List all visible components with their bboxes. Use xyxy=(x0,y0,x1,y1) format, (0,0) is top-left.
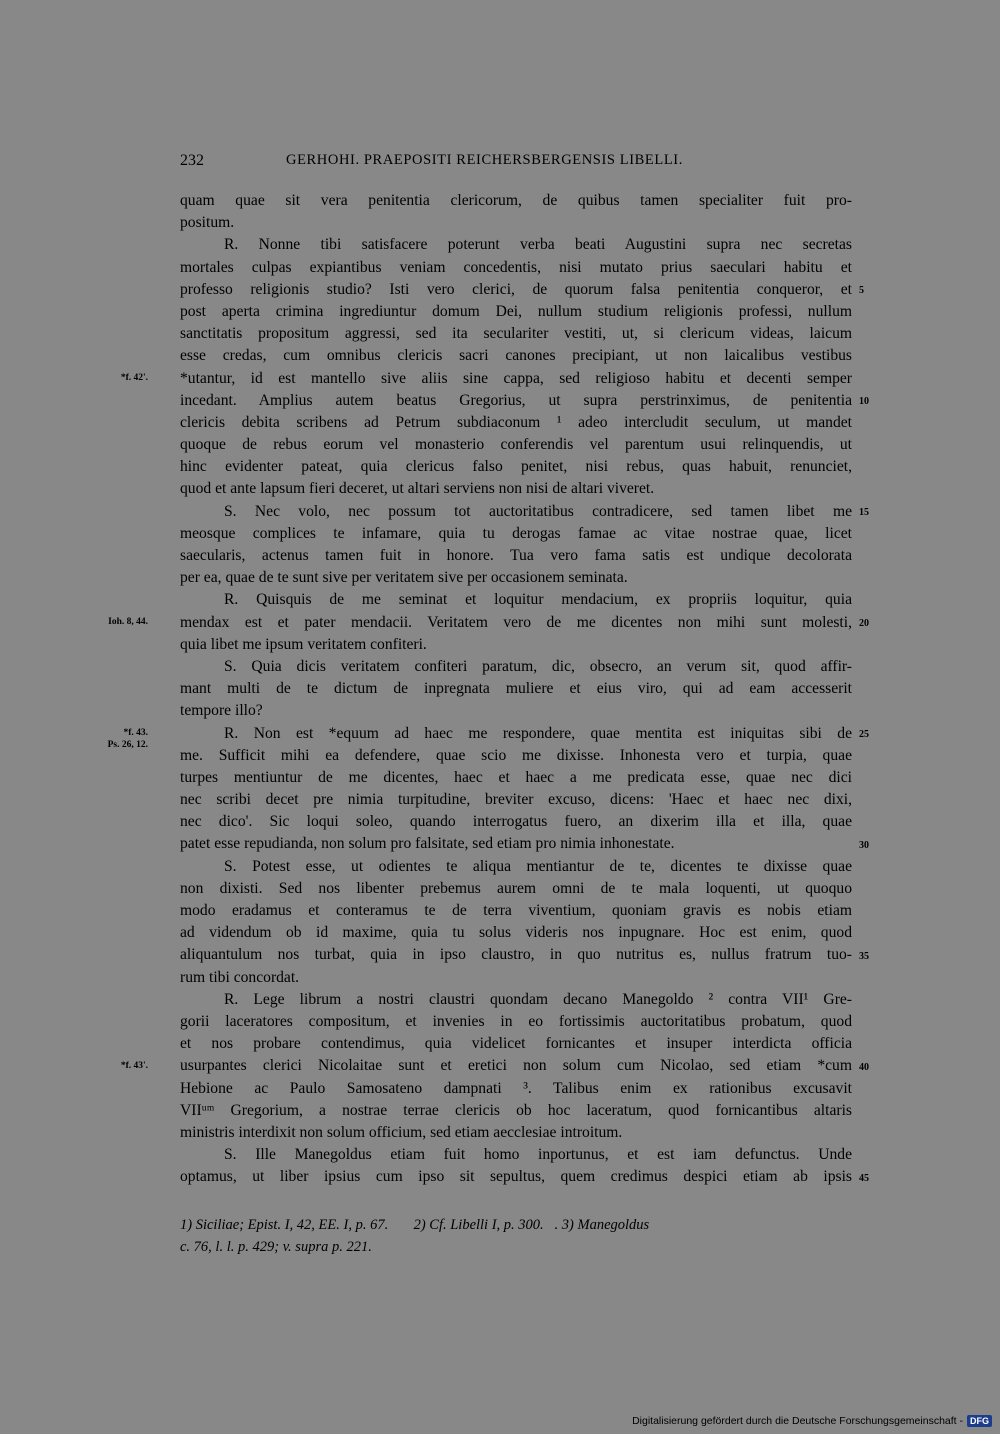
text-line: S. Quia dicis veritatem confiteri paratum, dic, obsecro, an verum sit, quod affir- xyxy=(224,657,852,675)
page-number: 232 xyxy=(180,152,204,169)
text-line: quoque de rebus eorum vel monasterio conferendis vel parentum usui relinquendis, ut xyxy=(180,436,852,454)
text-line: saecularis, actenus tamen fuit in honore. Tua vero fama satis est undique decolorata xyxy=(180,547,852,564)
text-line: R. Nonne tibi satisfacere poterunt verba beati Augustini supra nec secretas xyxy=(224,236,852,254)
text-line: R. Non est *equum ad haec me respondere, quae mentita est iniquitas sibi de xyxy=(224,724,852,742)
text-line: positum. xyxy=(180,214,235,232)
text-line: post aperta crimina ingrediuntur domum Dei, nullum studium religionis professi, nullum xyxy=(180,302,852,320)
text-line: mendax est et pater mendacii. Veritatem vero de me dicentes non mihi sunt molesti, xyxy=(180,613,852,631)
margin-note: *f. 43'. xyxy=(120,1060,148,1071)
text-line: R. Quisquis de me seminat et loquitur mendacium, ex propriis loquitur, quia xyxy=(224,591,852,609)
margin-note: Ioh. 8, 44. xyxy=(108,616,148,627)
text-line: clericis debita scribens ad Petrum subdiaconum ¹ adeo intercludit seculum, ut mandet xyxy=(180,413,852,431)
text-line: patet esse repudianda, non solum pro falsitate, sed etiam pro nimia inhonestate. xyxy=(180,835,675,853)
text-line: me. Sufficit mihi ea defendere, quae scio me dixisse. Inhonesta vero et turpia, quae xyxy=(180,746,852,764)
dfg-logo: DFG xyxy=(967,1415,992,1427)
text-line: rum tibi concordat. xyxy=(180,968,300,986)
text-line: per ea, quae de te sunt sive per veritatem sive per occasionem seminata. xyxy=(180,569,628,587)
text-line: ministris interdixit non solum officium, sed etiam aecclesiae introitum. xyxy=(180,1123,623,1141)
margin-note: *f. 42'. xyxy=(120,372,148,383)
running-title: GERHOHI. PRAEPOSITI REICHERSBERGENSIS LIBELLI. xyxy=(286,152,683,168)
text-line: meosque complices te infamare, quia tu derogas famae ac vitae nostrae quae, licet xyxy=(180,524,852,542)
text-line: non dixisti. Sed nos libenter prebemus aurem omni de te mala loquenti, ut quoquo xyxy=(180,879,852,897)
text-line: modo eradamus et conteramus te de terra viventium, quoniam gravis es nobis etiam xyxy=(180,902,852,919)
text-line: quod et ante lapsum fieri deceret, ut altari serviens non nisi de altari viveret. xyxy=(180,480,655,498)
text-line: R. Lege librum a nostri claustri quondam decano Manegoldo ² contra VII¹ Gre- xyxy=(224,990,852,1008)
text-line: *utantur, id est mantello sive aliis sine cappa, sed religioso habitu et decenti semper xyxy=(180,369,852,387)
line-number: 10 xyxy=(859,395,869,407)
line-number: 35 xyxy=(859,950,869,962)
text-line: usurpantes clerici Nicolaitae sunt et eretici non solum cum Nicolao, sed etiam *cum xyxy=(180,1057,852,1075)
footnotes xyxy=(180,1214,852,1258)
digitization-footer xyxy=(632,1413,992,1429)
text-line: aliquantulum nos turbat, quia in ipso claustro, in quo nutritus es, nullus fratrum tuo- xyxy=(180,946,852,964)
text-line: hinc evidenter pateat, quia clericus falso penitet, nisi rebus, quas habuit, renunciet, xyxy=(180,458,852,476)
line-number: 15 xyxy=(859,506,869,518)
text-line: sanctitatis propositum aggressi, sed ita seculariter vestiti, ut, si clericum videas, laicum xyxy=(180,325,852,343)
margin-note: Ps. 26, 12. xyxy=(107,740,148,750)
text-line: incedant. Amplius autem beatus Gregorius, ut supra perstrinximus, de penitentia xyxy=(180,391,852,409)
line-number: 5 xyxy=(859,284,864,296)
text-line: Hebione ac Paulo Samosateno dampnati ³. Talibus enim ex rationibus excusavit xyxy=(180,1079,852,1097)
footnote-line: 1) Siciliae; Epist. I, 42, EE. I, p. 67. 2) Cf. Libelli I, p. 300. . 3) Manegoldus xyxy=(180,1217,650,1233)
text-line: mant multi de te dictum de inpregnata muliere et eius viro, qui ad eam accesserit xyxy=(180,680,852,698)
text-line: mortales culpas expiantibus veniam concedentis, nisi mutato prius saeculari habitu et xyxy=(180,258,852,276)
text-line: S. Ille Manegoldus etiam fuit homo inportunus, et est iam defunctus. Unde xyxy=(224,1146,852,1164)
line-number: 30 xyxy=(859,839,869,851)
text-line: quam quae sit vera penitentia clericorum, de quibus tamen specialiter fuit pro- xyxy=(180,192,852,209)
text-line: S. Potest esse, ut odientes te aliqua mentiantur de te, dicentes te dixisse quae xyxy=(224,857,852,875)
text-line: esse credas, cum omnibus clericis sacri canones precipiant, ut non laicalibus vestibus xyxy=(180,347,852,365)
page-header xyxy=(180,152,852,176)
line-number: 20 xyxy=(859,617,869,629)
margin-note: *f. 43. xyxy=(123,727,148,738)
line-number: 40 xyxy=(859,1061,869,1073)
line-number: 45 xyxy=(859,1172,869,1184)
text-line: nec dico'. Sic loqui soleo, quando interrogatus fuero, an dixerim illa et illa, quae xyxy=(180,813,852,831)
text-line: VIIᵘᵐ Gregorium, a nostrae terrae clericis ob hoc laceratum, quod fornicantibus altaris xyxy=(180,1101,852,1119)
footer-credit: Digitalisierung gefördert durch die Deutsche Forschungsgemeinschaft - xyxy=(632,1415,963,1427)
text-line: S. Nec volo, nec possum tot auctoritatibus contradicere, sed tamen libet me xyxy=(224,502,852,520)
text-line: ad videndum ob id maxime, quia tu solus videris nos inpugnare. Hoc est enim, quod xyxy=(180,924,852,942)
text-line: professo religionis studio? Isti vero clerici, de quorum falsa penitentia conqueror, et xyxy=(180,280,852,298)
footnote-line: c. 76, l. l. p. 429; v. supra p. 221. xyxy=(180,1239,372,1256)
text-line: quia libet me ipsum veritatem confiteri. xyxy=(180,635,427,653)
line-number: 25 xyxy=(859,728,869,740)
text-line: gorii laceratores compositum, et invenies in eo fortissimis auctoritatibus probatum, quod xyxy=(180,1012,852,1030)
text-line: turpes mentiuntur de me dicentes, haec et haec a me predicata esse, quae nec dici xyxy=(180,768,852,786)
text-line: nec scribi decet pre nimia turpitudine, breviter excuso, dicens: 'Haec et haec nec dixi, xyxy=(180,791,852,809)
text-line: tempore illo? xyxy=(180,702,263,720)
body-text xyxy=(180,190,852,1188)
text-line: et nos probare contendimus, quia videlicet fornicantes et insuper interdicta officia xyxy=(180,1035,852,1053)
text-line: optamus, ut liber ipsius cum ipso sit sepultus, quem credimus despici etiam ab ipsis xyxy=(180,1168,852,1186)
